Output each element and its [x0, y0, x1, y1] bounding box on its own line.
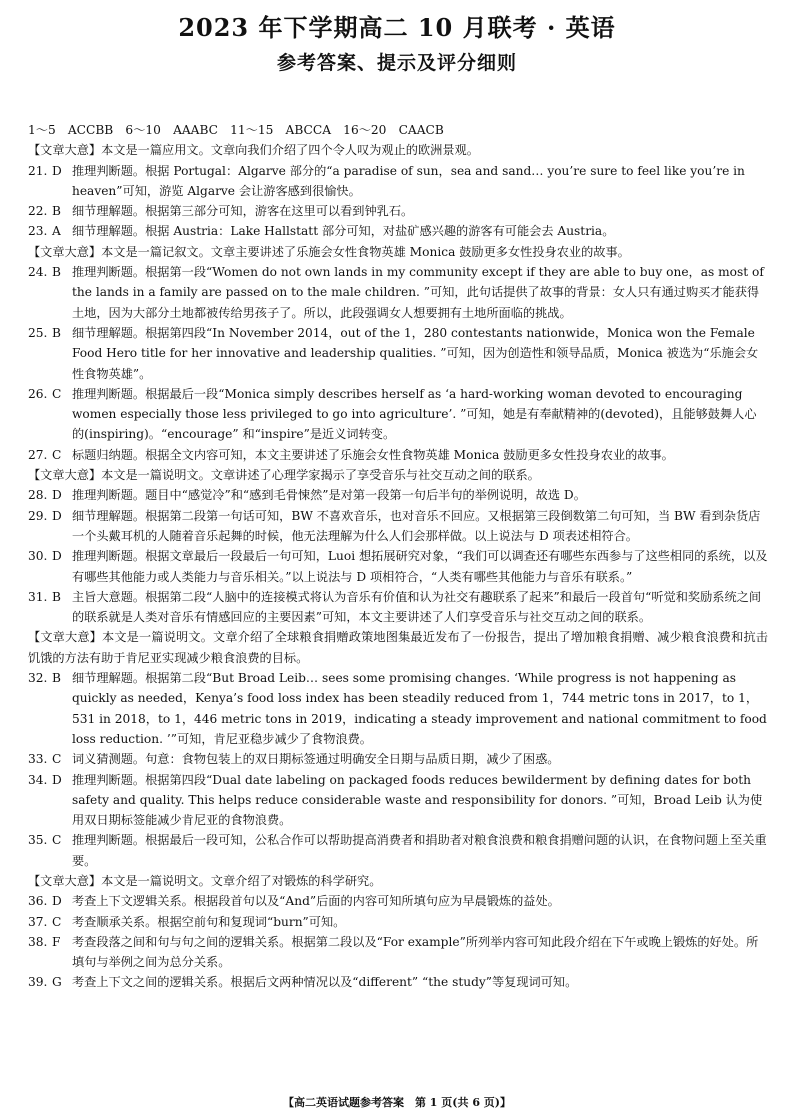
item-number: 32. [28, 671, 48, 686]
answer-item-24 [28, 262, 768, 323]
summary-passage-b: 【文章大意】本文是一篇记叙文。文章主要讲述了乐施会女性食物英雄 Monica 鼓励更多女性投身农业的故事。 [28, 244, 630, 259]
item-number: 36. [28, 894, 48, 909]
summary-passage-c: 【文章大意】本文是一篇说明文。文章讲述了心理学家揭示了享受音乐与社交互动之间的联系。 [28, 468, 540, 483]
item-number: 29. [28, 508, 48, 523]
item-explanation: 考查段落之间和句与句之间的逻辑关系。根据第二段以及“For example”所列举内容可知此段介绍在下午或晚上锻炼的好处。所填句与举例之间为总分关系。 [72, 934, 759, 970]
answer-item-26 [28, 384, 768, 445]
item-explanation: 细节理解题。根据第二段第一句话可知，BW 不喜欢音乐，也对音乐不回应。又根据第三段倒数第二句可知，当 BW 看到杂货店一个头戴耳机的人随着音乐起舞的时候，他无法理解为什么人们会那样做。以上说法与 D 项表述相符合。 [72, 508, 761, 543]
answer-item-35 [28, 830, 768, 871]
summary-passage-a: 【文章大意】本文是一篇应用文。文章向我们介绍了四个令人叹为观止的欧洲景观。 [28, 143, 479, 158]
item-number: 21. [28, 163, 48, 178]
answer-item-31 [28, 587, 768, 628]
item-answer: D [52, 549, 62, 564]
item-answer: C [52, 447, 62, 462]
item-explanation: 推理判断题。根据最后一段“Monica simply describes herself as ‘a hard-working woman devoted to encouraging women especially those less privileged to go into agriculture’. ”可知，她是有奉献精神的(devoted)，且能够鼓舞人心的(inspiring)。“encourage” 和“inspire”是近义词转变。 [72, 386, 757, 442]
answer-item-25 [28, 323, 768, 384]
item-answer: A [52, 224, 61, 239]
item-answer: D [52, 508, 62, 523]
summary-passage-d: 【文章大意】本文是一篇说明文。文章介绍了全球粮食捐赠政策地图集最近发布了一份报告，提出了增加粮食捐赠、减少粮食浪费和抗击饥饿的方法有助于肯尼亚实现减少粮食浪费的目标。 [28, 630, 768, 665]
item-explanation: 细节理解题。根据第二段“But Broad Leib… sees some promising changes. ‘While progress is not happening as quickly as needed，Kenya’s food loss index has been steadily reduced from 1，744 metric tons in 2017，to 1，531 in 2018，to 1，446 metric tons in 2019，indicating a steady improvement and national commitment to food loss reduction. ’”可知，肯尼亚稳步减少了食物浪费。 [72, 671, 767, 746]
item-number: 26. [28, 386, 48, 401]
answer-item-23 [28, 221, 768, 241]
item-answer: B [52, 671, 61, 686]
item-number: 24. [28, 265, 48, 280]
answer-item-27 [28, 445, 768, 465]
summary-passage-e: 【文章大意】本文是一篇说明文。文章介绍了对锻炼的科学研究。 [28, 873, 382, 888]
item-number: 37. [28, 914, 48, 929]
item-explanation: 细节理解题。根据 Austria：Lake Hallstatt 部分可知，对盐矿感兴趣的游客有可能会去 Austria。 [72, 224, 615, 239]
item-answer: C [52, 833, 62, 848]
item-explanation: 标题归纳题。根据全文内容可知，本文主要讲述了乐施会女性食物英雄 Monica 鼓励更多女性投身农业的故事。 [72, 447, 674, 462]
item-answer: D [52, 163, 62, 178]
answers-line: 1～5 ACCBB 6～10 AAABC 11～15 ABCCA 16～20 CAACB [28, 123, 444, 137]
item-number: 22. [28, 204, 48, 219]
item-answer: D [52, 772, 62, 787]
answer-item-37 [28, 912, 768, 932]
item-answer: C [52, 752, 62, 767]
item-answer: G [52, 975, 62, 990]
answer-item-21 [28, 161, 768, 202]
answer-item-33 [28, 749, 768, 769]
item-explanation: 细节理解题。根据第三部分可知，游客在这里可以看到钟乳石。 [72, 204, 414, 219]
answer-item-39 [28, 972, 768, 992]
item-answer: C [52, 386, 62, 401]
item-answer: C [52, 914, 62, 929]
item-explanation: 考查顺承关系。根据空前句和复现词“burn”可知。 [72, 914, 346, 929]
answer-item-22 [28, 201, 768, 221]
item-explanation: 考查上下文逻辑关系。根据段首句以及“And”后面的内容可知所填句应为早晨锻炼的益处。 [72, 894, 560, 909]
answer-item-32 [28, 668, 768, 749]
item-answer: B [52, 265, 61, 280]
answer-item-34 [28, 770, 768, 831]
item-number: 35. [28, 833, 48, 848]
item-number: 31. [28, 589, 48, 604]
item-number: 27. [28, 447, 48, 462]
item-answer: B [52, 325, 61, 340]
answer-item-36 [28, 891, 768, 911]
item-answer: D [52, 488, 62, 503]
item-explanation: 细节理解题。根据第四段“In November 2014，out of the 1，280 contestants nationwide，Monica won the Female Food Hero title for her innovative and leadership qualities. ”可知，因为创造性和领导品质，Monica 被选为“乐施会女性食物英雄”。 [72, 325, 759, 381]
item-number: 39. [28, 975, 48, 990]
item-answer: D [52, 894, 62, 909]
item-explanation: 考查上下文之间的逻辑关系。根据后文两种情况以及“different” “the study”等复现词可知。 [72, 975, 578, 990]
item-explanation: 主旨大意题。根据第二段“人脑中的连接模式将认为音乐有价值和认为社交有趣联系了起来”和最后一段首句“听觉和奖励系统之间的联系就是人类对音乐有情感回应的主要因素”可知，本文主要讲述了人们享受音乐与社交互动之间的联系。 [72, 589, 762, 625]
page-subtitle: 参考答案、提示及评分细则 [276, 52, 517, 74]
answer-item-38 [28, 932, 768, 973]
item-explanation: 推理判断题。根据最后一段可知，公私合作可以帮助提高消费者和捐助者对粮食浪费和粮食捐赠问题的认识，在食物问题上至关重要。 [72, 833, 767, 868]
item-number: 23. [28, 224, 48, 239]
item-explanation: 推理判断题。根据第四段“Dual date labeling on packaged foods reduces bewilderment by defining dates for both safety and quality. This helps reduce considerable waste and responsibility for donors. ”可知，Broad Leib 认为使用双日期标签能减少肯尼亚的食物浪费。 [72, 772, 763, 828]
item-number: 33. [28, 752, 48, 767]
answer-item-28 [28, 485, 768, 505]
item-number: 34. [28, 772, 48, 787]
item-answer: B [52, 204, 61, 219]
item-number: 25. [28, 325, 48, 340]
page-footer: 【高二英语试题参考答案 第 1 页(共 6 页)】 [282, 1096, 512, 1109]
answer-content [28, 120, 768, 993]
item-explanation: 推理判断题。题目中“感觉冷”和“感到毛骨悚然”是对第一段第一句后半句的举例说明，故选 D。 [72, 488, 586, 503]
item-answer: F [52, 934, 61, 949]
answer-item-29 [28, 506, 768, 547]
item-answer: B [52, 589, 61, 604]
page-title: 2023 年下学期高二 10 月联考 · 英语 [178, 13, 616, 42]
item-number: 30. [28, 549, 48, 564]
item-number: 38. [28, 934, 48, 949]
item-explanation: 推理判断题。根据第一段“Women do not own lands in my community except if they are able to buy one，as most of the lands in a family are passed on to the male children. ”可知，此句话提供了故事的背景：女人只有通过购买才能获得土地，因为大部分土地都被传给男孩子了。所以，此段强调女人想要拥有土地所面临的挑战。 [72, 265, 764, 320]
item-explanation: 推理判断题。根据 Portugal：Algarve 部分的“a paradise of sun，sea and sand… you’re sure to feel like you’re in heaven”可知，游览 Algarve 会让游客感到很愉快。 [72, 163, 745, 198]
answer-item-30 [28, 546, 768, 587]
item-explanation: 词义猜测题。句意：食物包装上的双日期标签通过明确安全日期与品质日期，减少了困惑。 [72, 752, 560, 767]
item-explanation: 推理判断题。根据文章最后一段最后一句可知，Luoi 想拓展研究对象，“我们可以调查还有哪些东西参与了这些相同的系统，以及有哪些其他能力或人类能力与音乐相关。”以上说法与 D 项相符合，“人类有哪些其他能力与音乐有联系。” [72, 549, 768, 584]
item-number: 28. [28, 488, 48, 503]
